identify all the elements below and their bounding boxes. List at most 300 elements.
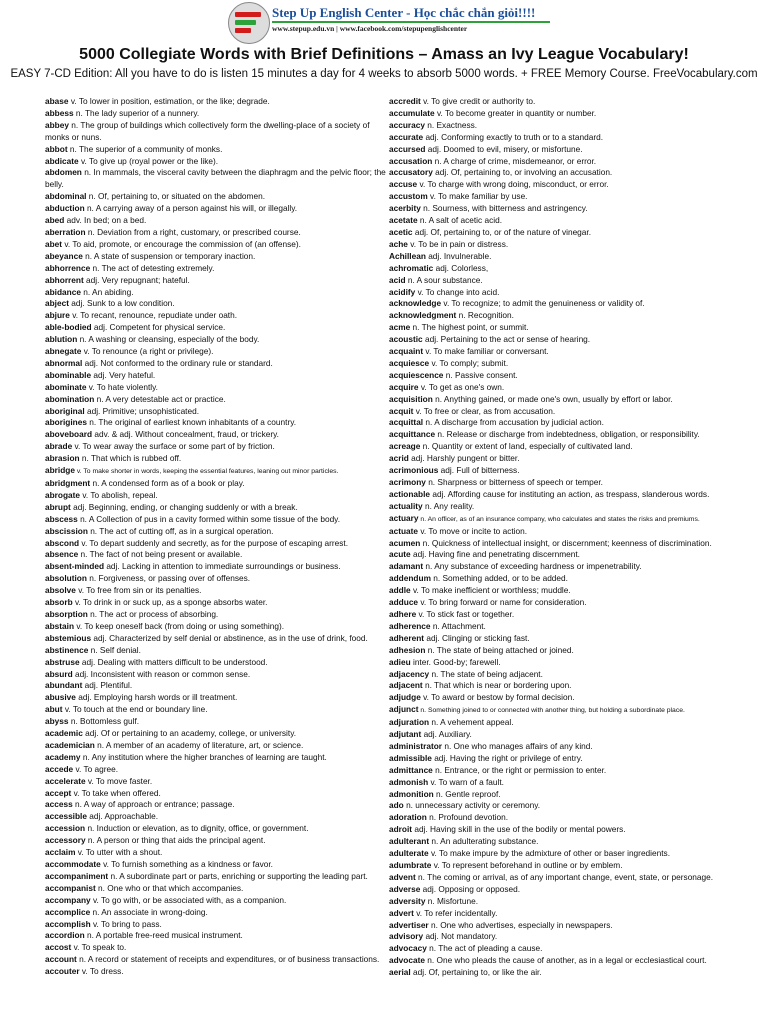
vocab-word: adherence: [389, 620, 431, 631]
vocab-word: advent: [389, 871, 416, 882]
vocab-word: abscond: [45, 537, 80, 548]
vocab-entry: [45, 597, 393, 609]
vocab-definition: n. An officer, as of an insurance company, who calculates and states the risks and premiums.: [418, 515, 700, 523]
vocab-entry: [45, 120, 393, 144]
vocab-definition: adj. Having skill in the use of the bodily or mental powers.: [412, 824, 626, 835]
vocab-definition: adj. Competent for physical service.: [91, 322, 226, 333]
vocab-definition: adv. In bed; on a bed.: [64, 215, 147, 226]
vocab-word: actuality: [389, 500, 423, 511]
vocab-definition: n. One who or that which accompanies.: [95, 882, 244, 893]
vocab-definition: v. To make familiar by use.: [427, 191, 528, 202]
vocab-word: adjacency: [389, 668, 430, 679]
vocab-definition: adj. Plentiful.: [82, 680, 133, 691]
vocab-word: accredit: [389, 96, 421, 106]
vocab-entry: [389, 203, 739, 215]
vocab-definition: n. Anything gained, or made one's own, usually by effort or labor.: [432, 393, 673, 404]
vocab-definition: adj. Very repugnant; hateful.: [83, 274, 190, 285]
vocab-word: abominate: [45, 381, 87, 392]
vocab-definition: v. To bring forward or name for consideration.: [418, 597, 587, 608]
vocab-definition: n. One who advertises, especially in newspapers.: [428, 919, 613, 930]
vocab-definition: n. Any reality.: [422, 500, 475, 511]
vocab-definition: n. Gentle reproof.: [433, 788, 501, 799]
vocab-definition: adj. Beginning, ending, or changing suddenly or with a break.: [70, 501, 298, 512]
vocab-definition: n. That which is near or bordering upon.: [422, 680, 572, 691]
vocab-word: adjacent: [389, 680, 423, 691]
vocab-word: acclaim: [45, 847, 76, 858]
vocab-entry: [45, 645, 393, 657]
vocab-entry: [45, 346, 393, 358]
vocab-definition: n. The state of being adjacent.: [429, 668, 543, 679]
vocab-entry: [389, 955, 739, 967]
vocab-entry: [45, 621, 393, 633]
vocab-word: accurate: [389, 131, 424, 142]
vocab-word: acreage: [389, 441, 421, 452]
vocab-definition: adj. Colorless,: [433, 262, 489, 273]
vocab-entry: [45, 239, 393, 251]
vocab-word: accessory: [45, 835, 86, 846]
vocab-definition: adj. Characterized by self denial or abstinence, as in the use of drink, food.: [91, 632, 368, 643]
vocab-definition: v. To make shorter in words, keeping the essential features, leaning out minor particles.: [74, 468, 339, 476]
vocab-entry: [389, 334, 739, 346]
vocab-entry: [389, 132, 739, 144]
vocab-word: actuary: [389, 512, 419, 523]
vocab-entry: [389, 800, 739, 812]
vocab-entry: [389, 322, 739, 334]
vocab-entry: [389, 167, 739, 179]
vocab-word: adumbrate: [389, 860, 432, 870]
vocab-definition: adj. Invulnerable.: [425, 250, 492, 261]
vocab-word: account: [45, 954, 77, 965]
vocab-word: academic: [45, 728, 83, 739]
vocab-entry: [389, 501, 739, 513]
vocab-entry: [45, 728, 393, 740]
vocab-entry: [389, 777, 739, 789]
vocab-entry: [389, 836, 739, 848]
vocab-definition: n. Attachment.: [430, 620, 486, 631]
vocab-word: abridge: [45, 465, 75, 476]
vocab-entry: [389, 298, 739, 310]
vocab-word: adversity: [389, 895, 426, 906]
vocab-definition: v. To change into acid.: [415, 286, 500, 297]
vocab-entry: [45, 859, 393, 871]
vocab-definition: n. A way of approach or entrance; passage.: [72, 799, 235, 810]
vocab-word: acquittal: [389, 417, 424, 428]
vocab-definition: n. A subordinate part or parts, enriching or supporting the leading part.: [108, 870, 368, 881]
vocab-definition: adj. Of, pertaining to, or involving an accusation.: [432, 167, 613, 178]
vocab-word: abidance: [45, 286, 81, 297]
vocab-word: abet: [45, 238, 63, 249]
vocab-entry: [45, 334, 393, 346]
vocab-definition: n. Sharpness or bitterness of speech or temper.: [425, 477, 603, 487]
vocab-word: aboveboard: [45, 429, 93, 440]
page-title: 5000 Collegiate Words with Brief Definitions – Amass an Ivy League Vocabulary!: [79, 46, 689, 63]
vocab-word: acid: [389, 274, 406, 285]
vocab-word: abhorrent: [45, 274, 84, 285]
vocab-entry: [389, 609, 739, 621]
vocab-definition: n. An abiding.: [80, 286, 134, 297]
vocab-entry: [45, 776, 393, 788]
vocab-entry: [389, 144, 739, 156]
vocab-entry: [45, 871, 393, 883]
vocab-entry: [45, 108, 393, 120]
vocab-definition: n. Sourness, with bitterness and astringency.: [420, 203, 588, 214]
vocab-definition: n. A portable free-reed musical instrument.: [84, 930, 243, 941]
left-column: [45, 96, 393, 978]
vocab-word: admittance: [389, 764, 433, 775]
vocab-entry: [389, 920, 739, 932]
vocab-word: absolution: [45, 573, 87, 584]
vocab-definition: adj. Not mandatory.: [423, 931, 498, 942]
vocab-entry: [45, 429, 393, 441]
vocab-word: adjudge: [389, 692, 421, 703]
vocab-word: adamant: [389, 561, 424, 572]
vocab-definition: adj. Of or pertaining to an academy, college, or university.: [82, 728, 297, 739]
vocab-word: acknowledge: [389, 298, 442, 309]
vocab-entry: [45, 799, 393, 811]
vocab-definition: adj. Of, pertaining to, or of the nature of vinegar.: [412, 226, 592, 237]
vocab-word: acquittance: [389, 429, 436, 440]
vocab-entry: [45, 740, 393, 752]
vocab-entry: [45, 811, 393, 823]
vocab-entry: [45, 502, 393, 514]
vocab-entry: [389, 489, 739, 501]
vocab-word: acidify: [389, 286, 416, 297]
vocab-definition: n. In mammals, the visceral cavity between the diaphragm and the pelvic floor; the belly.: [45, 167, 386, 190]
vocab-entry: [389, 585, 739, 597]
vocab-word: adhesion: [389, 644, 426, 655]
vocab-entry: [45, 144, 393, 156]
vocab-entry: [45, 930, 393, 942]
vocab-definition: inter. Good-by; farewell.: [410, 656, 501, 667]
vocab-entry: [389, 812, 739, 824]
vocab-definition: n. That which is rubbed off.: [79, 453, 182, 464]
vocab-entry: [389, 896, 739, 908]
vocab-entry: [389, 120, 739, 132]
vocab-definition: adj. Affording cause for instituting an action, as trespass, slanderous words.: [430, 488, 710, 499]
vocab-definition: v. To move or incite to action.: [418, 525, 528, 536]
vocab-definition: n. Self denial.: [88, 644, 141, 655]
vocab-word: adhere: [389, 608, 417, 619]
vocab-definition: n. Misfortune.: [425, 895, 479, 906]
vocab-word: adieu: [389, 656, 411, 667]
vocab-definition: n. A salt of acetic acid.: [417, 215, 503, 226]
vocab-word: absurd: [45, 668, 73, 679]
vocab-word: ablution: [45, 334, 78, 345]
vocab-definition: v. To refer incidentally.: [413, 907, 498, 918]
vocab-word: adulterate: [389, 848, 429, 859]
vocab-entry: [45, 752, 393, 764]
vocab-definition: n. Any substance of exceeding hardness or impenetrability.: [423, 561, 642, 572]
vocab-word: abyss: [45, 716, 69, 727]
vocab-word: acquiescence: [389, 369, 444, 380]
vocab-word: adherent: [389, 632, 425, 643]
vocab-definition: n. The act of detesting extremely.: [90, 262, 215, 273]
vocab-word: absolve: [45, 585, 76, 596]
vocab-word: Achillean: [389, 250, 426, 261]
vocab-word: absence: [45, 549, 79, 560]
vocab-entry: [45, 680, 393, 692]
vocab-definition: v. To furnish something as a kindness or favor.: [100, 859, 273, 869]
vocab-definition: v. To depart suddenly and secretly, as for the purpose of escaping arrest.: [79, 537, 349, 548]
vocab-definition: n. A person or thing that aids the principal agent.: [85, 835, 266, 846]
center-urls: www.stepup.edu.vn | www.facebook.com/stepupenglishcenter: [272, 24, 468, 33]
site-header: [0, 0, 768, 44]
vocab-definition: v. To comply; submit.: [429, 357, 509, 368]
vocab-word: accede: [45, 763, 74, 774]
vocab-definition: n. Quantity or extent of land, especially of cultivated land.: [420, 441, 633, 452]
vocab-definition: n. A condensed form as of a book or play.: [90, 478, 245, 488]
vocab-entry: [45, 704, 393, 716]
vocab-definition: v. To wear away the surface or some part of by friction.: [72, 441, 275, 452]
vocab-entry: [389, 741, 739, 753]
vocab-word: able-bodied: [45, 322, 92, 333]
vocab-entry: [45, 167, 393, 191]
vocab-entry: [389, 526, 739, 538]
vocab-word: abrasion: [45, 453, 80, 464]
vocab-entry: [45, 669, 393, 681]
vocab-word: acrid: [389, 453, 409, 464]
vocab-definition: adv. & adj. Without concealment, fraud, or trickery.: [92, 429, 279, 440]
vocab-entry: [389, 908, 739, 920]
vocab-word: actuate: [389, 525, 419, 536]
vocab-definition: v. To get as one's own.: [418, 381, 505, 392]
vocab-definition: adj. Doomed to evil, misery, or misfortune.: [425, 143, 583, 154]
vocab-entry: [389, 287, 739, 299]
vocab-definition: v. To give credit or authority to.: [420, 96, 536, 106]
vocab-entry: [389, 633, 739, 645]
vocab-word: abdomen: [45, 167, 82, 178]
vocab-definition: v. To award or bestow by formal decision.: [420, 692, 575, 703]
vocab-word: actionable: [389, 488, 431, 499]
vocab-entry: [45, 895, 393, 907]
vocab-word: accompaniment: [45, 870, 109, 881]
vocab-word: admonition: [389, 788, 434, 799]
vocab-definition: n. The act of cutting off, as in a surgical operation.: [87, 525, 274, 536]
vocab-entry: [45, 716, 393, 728]
vocab-entry: [389, 215, 739, 227]
vocab-definition: v. To hate violently.: [86, 381, 158, 392]
vocab-definition: n. The highest point, or summit.: [410, 322, 529, 333]
vocab-word: abject: [45, 298, 69, 309]
vocab-definition: n. A discharge from accusation by judicial action.: [423, 417, 604, 428]
vocab-word: abstruse: [45, 656, 80, 667]
vocab-word: accustom: [389, 191, 428, 202]
vocab-entry: [389, 108, 739, 120]
vocab-definition: n. The original of earliest known inhabitants of a country.: [86, 417, 297, 428]
page-subtitle: EASY 7-CD Edition: All you have to do is listen 15 minutes a day for 4 weeks to absorb 5000 words. + FREE Memory Course. FreeVocabulary.com: [10, 68, 758, 80]
vocab-word: acrimony: [389, 477, 426, 487]
vocab-definition: adj. Lacking in attention to immediate surroundings or business.: [104, 561, 341, 572]
vocab-definition: n. A carrying away of a person against his will, or illegally.: [84, 203, 298, 214]
vocab-definition: adj. Full of bitterness.: [438, 465, 520, 476]
vocab-word: abrogate: [45, 489, 81, 500]
vocab-definition: n. An associate in wrong-doing.: [90, 906, 208, 917]
vocab-word: academy: [45, 751, 81, 762]
vocab-entry: [45, 441, 393, 453]
vocab-definition: n. One who manages affairs of any kind.: [442, 740, 593, 751]
vocab-definition: n. unnecessary activity or ceremony.: [403, 800, 541, 811]
vocab-entry: [389, 513, 739, 526]
vocab-entry: [45, 919, 393, 931]
vocab-entry: [389, 657, 739, 669]
vocab-entry: [389, 621, 739, 633]
vocab-word: accordion: [45, 930, 85, 941]
vocab-definition: v. To charge with wrong doing, misconduct, or error.: [417, 179, 609, 190]
vocab-word: abhorrence: [45, 262, 91, 273]
vocab-word: absent-minded: [45, 561, 105, 572]
vocab-entry: [389, 573, 739, 585]
vocab-definition: v. To speak to.: [71, 942, 127, 953]
vocab-entry: [389, 441, 739, 453]
vocab-definition: n. An adulterating substance.: [429, 836, 539, 847]
vocab-entry: [389, 394, 739, 406]
vocab-entry: [389, 406, 739, 418]
vocab-entry: [45, 203, 393, 215]
vocab-word: abnegate: [45, 346, 82, 357]
vocab-word: advocate: [389, 955, 425, 966]
vocab-word: acquaint: [389, 346, 424, 357]
vocab-word: accessible: [45, 811, 87, 822]
vocab-definition: adj. Employing harsh words or ill treatment.: [75, 692, 238, 703]
vocab-definition: v. To make inefficient or worthless; muddle.: [410, 585, 571, 596]
vocab-definition: v. To stick fast or together.: [416, 608, 515, 619]
vocab-entry: [45, 633, 393, 645]
step-up-logo: [228, 2, 270, 44]
vocab-word: advocacy: [389, 943, 427, 954]
vocab-entry: [45, 322, 393, 334]
vocab-word: aborigines: [45, 417, 87, 428]
vocab-entry: [389, 872, 739, 884]
vocab-entry: [389, 417, 739, 429]
vocab-entry: [45, 490, 393, 502]
vocab-word: aerial: [389, 967, 411, 978]
vocab-definition: adj. Conforming exactly to truth or to a standard.: [423, 131, 603, 142]
vocab-entry: [45, 417, 393, 429]
vocab-word: abbess: [45, 107, 74, 118]
vocab-entry: [45, 514, 393, 526]
vocab-definition: adj. Having the right or privilege of entry.: [431, 752, 583, 763]
vocab-entry: [45, 215, 393, 227]
vocab-entry: [389, 848, 739, 860]
vocab-definition: adj. Opposing or opposed.: [420, 883, 521, 894]
vocab-definition: adj. Auxiliary.: [421, 729, 472, 740]
vocab-word: addle: [389, 585, 411, 596]
vocab-word: acknowledgment: [389, 310, 457, 321]
vocab-word: accost: [45, 942, 72, 953]
vocab-entry: [389, 860, 739, 872]
vocab-entry: [389, 358, 739, 370]
vocab-entry: [389, 717, 739, 729]
vocab-word: abed: [45, 215, 65, 226]
vocab-word: acoustic: [389, 334, 423, 345]
vocab-definition: n. Quickness of intellectual insight, or discernment; keenness of discrimination.: [420, 537, 712, 548]
vocab-entry: [45, 227, 393, 239]
vocab-entry: [389, 465, 739, 477]
vocab-definition: n. A state of suspension or temporary inaction.: [82, 250, 256, 261]
vocab-word: advertiser: [389, 919, 429, 930]
vocab-entry: [389, 645, 739, 657]
vocab-entry: [45, 263, 393, 275]
vocab-definition: v. To go with, or be associated with, as a companion.: [90, 894, 287, 905]
vocab-word: access: [45, 799, 73, 810]
vocab-definition: adj. Inconsistent with reason or common sense.: [72, 668, 251, 679]
vocab-entry: [45, 310, 393, 322]
vocab-entry: [45, 788, 393, 800]
vocab-definition: n. The superior of a community of monks.: [67, 143, 223, 154]
vocab-word: accouter: [45, 966, 80, 977]
right-column: [389, 96, 739, 979]
vocab-word: abrupt: [45, 501, 71, 512]
vocab-entry: [45, 358, 393, 370]
vocab-entry: [389, 967, 739, 979]
vocab-definition: n. Of, pertaining to, or situated on the abdomen.: [86, 191, 265, 202]
vocab-entry: [45, 847, 393, 859]
vocab-definition: v. To be in pain or distress.: [407, 238, 509, 249]
vocab-entry: [389, 477, 739, 489]
vocab-entry: [389, 310, 739, 322]
vocab-word: abnormal: [45, 357, 83, 368]
vocab-word: accomplish: [45, 918, 91, 929]
vocab-entry: [389, 96, 739, 108]
vocab-definition: n. Profound devotion.: [426, 812, 508, 823]
vocab-definition: v. To touch at the end or boundary line.: [62, 704, 208, 715]
vocab-definition: adj. Dealing with matters difficult to be understood.: [79, 656, 268, 667]
vocab-entry: [389, 943, 739, 955]
vocab-word: accompany: [45, 894, 91, 905]
vocab-word: acme: [389, 322, 411, 333]
vocab-word: adverse: [389, 883, 421, 894]
vocab-definition: adj. Of, pertaining to, or like the air.: [410, 967, 542, 978]
vocab-entry: [389, 884, 739, 896]
vocab-definition: v. To drink in or suck up, as a sponge absorbs water.: [72, 597, 268, 608]
vocab-word: abomination: [45, 393, 95, 404]
vocab-entry: [389, 765, 739, 777]
vocab-entry: [389, 239, 739, 251]
vocab-entry: [389, 597, 739, 609]
vocab-definition: n. Release or discharge from indebtedness, obligation, or responsibility.: [435, 429, 700, 440]
vocab-word: accommodate: [45, 859, 101, 869]
vocab-entry: [45, 823, 393, 835]
vocab-word: abduction: [45, 203, 85, 214]
vocab-entry: [45, 954, 393, 966]
vocab-entry: [45, 156, 393, 168]
vocab-word: academician: [45, 739, 95, 750]
vocab-word: adduce: [389, 597, 419, 608]
vocab-word: abscission: [45, 525, 88, 536]
vocab-word: acumen: [389, 537, 421, 548]
vocab-word: admissible: [389, 752, 432, 763]
vocab-word: adjuration: [389, 717, 430, 728]
vocab-word: abeyance: [45, 250, 83, 261]
vocab-word: abjure: [45, 310, 70, 321]
vocab-word: abbot: [45, 143, 68, 154]
vocab-entry: [389, 156, 739, 168]
vocab-word: acrimonious: [389, 465, 439, 476]
vocab-definition: n. The coming or arrival, as of any important change, event, state, or personage.: [415, 871, 714, 882]
center-name: Step Up English Center - Học chắc chắn giỏi!!!!: [272, 5, 536, 20]
vocab-word: accursed: [389, 143, 426, 154]
vocab-definition: n. A record or statement of receipts and expenditures, or of business transactions.: [76, 954, 380, 965]
vocab-definition: n. A charge of crime, misdemeanor, or error.: [432, 155, 597, 166]
vocab-definition: n. Passive consent.: [443, 369, 518, 380]
vocab-entry: [389, 346, 739, 358]
vocab-word: accuse: [389, 179, 418, 190]
vocab-entry: [389, 561, 739, 573]
vocab-definition: n. A very detestable act or practice.: [94, 393, 226, 404]
vocab-word: accomplice: [45, 906, 91, 917]
vocab-word: abase: [45, 96, 69, 106]
vocab-word: administrator: [389, 740, 443, 751]
